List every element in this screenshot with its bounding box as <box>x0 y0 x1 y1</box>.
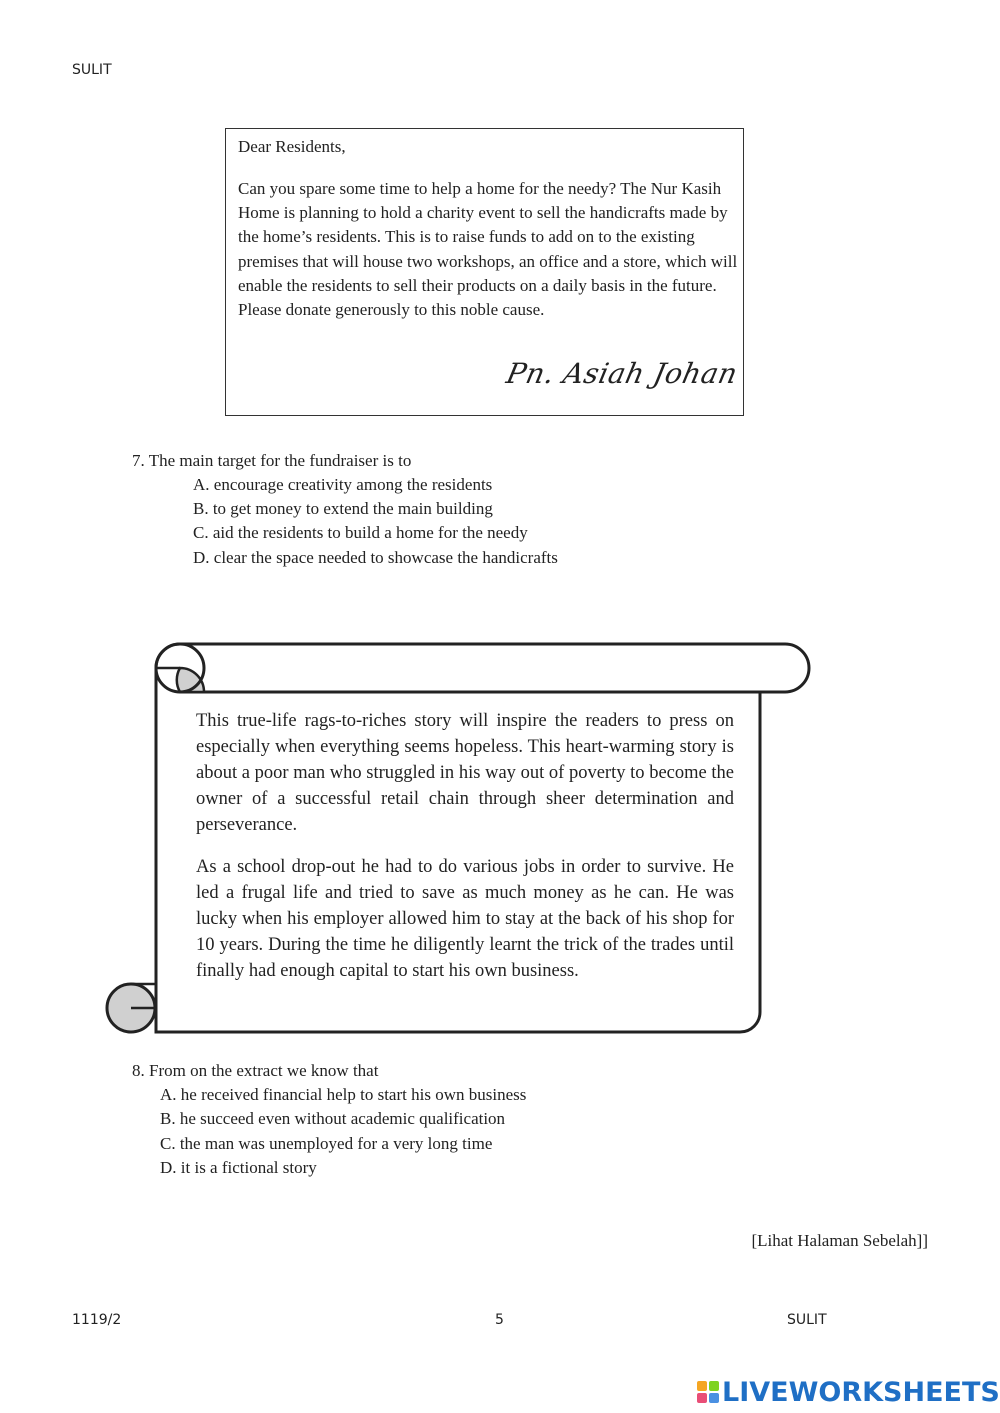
page-turn-note: [Lihat Halaman Sebelah]] <box>751 1231 928 1250</box>
notice-box <box>225 128 744 416</box>
signature: Pn. Asiah Johan <box>503 357 741 390</box>
footer-paper-code: 1119/2 <box>72 1312 122 1328</box>
notice-greeting: Dear Residents, <box>238 137 346 156</box>
header-label: SULIT <box>72 62 112 78</box>
scroll-text <box>196 708 734 984</box>
question-8-option-c[interactable]: C. the man was unemployed for a very long time <box>160 1134 493 1153</box>
scroll-paragraph-1: This true-life rags-to-riches story will inspire the readers to press on especially when everything seems hopeless. This heart-warming story is about a poor man who struggled in his way out of poverty to become the owner of a successful retail chain through sheer determination and perseverance. <box>196 711 734 835</box>
question-7-option-c[interactable]: C. aid the residents to build a home for the needy <box>193 523 528 542</box>
scroll-paragraph-2: As a school drop-out he had to do various jobs in order to survive. He led a frugal life and tried to save as much money as he can. He was lucky when his employer allowed him to stay at the back of his shop for 10 years. During the time he diligently learnt the trick of the trades until finally had enough capital to start his own business. <box>196 857 734 981</box>
liveworksheets-logo <box>697 1376 1000 1408</box>
question-8-option-d[interactable]: D. it is a fictional story <box>160 1158 317 1177</box>
question-7-stem: 7. The main target for the fundraiser is to <box>132 451 412 470</box>
footer-page-number: 5 <box>495 1312 504 1328</box>
question-8-option-b[interactable]: B. he succeed even without academic qualification <box>160 1109 506 1128</box>
notice-body: Can you spare some time to help a home for the needy? The Nur Kasih Home is planning to hold a charity event to sell the handicrafts made by the home’s residents. This is to raise funds to add on to the existing premises that will house two workshops, an office and a store, which will enable the residents to sell their products on a daily basis in the future. Please donate generously to this noble cause. <box>238 179 738 320</box>
question-7-option-d[interactable]: D. clear the space needed to showcase the handicrafts <box>193 548 558 567</box>
question-7-option-a[interactable]: A. encourage creativity among the residents <box>193 475 493 494</box>
question-7-option-b[interactable]: B. to get money to extend the main building <box>193 499 493 518</box>
liveworksheets-wordmark: LIVEWORKSHEETS <box>722 1376 1000 1408</box>
liveworksheets-icon <box>697 1381 719 1403</box>
question-8-option-a[interactable]: A. he received financial help to start his own business <box>160 1085 527 1104</box>
footer-label: SULIT <box>787 1312 827 1328</box>
question-8-stem: 8. From on the extract we know that <box>132 1061 379 1080</box>
